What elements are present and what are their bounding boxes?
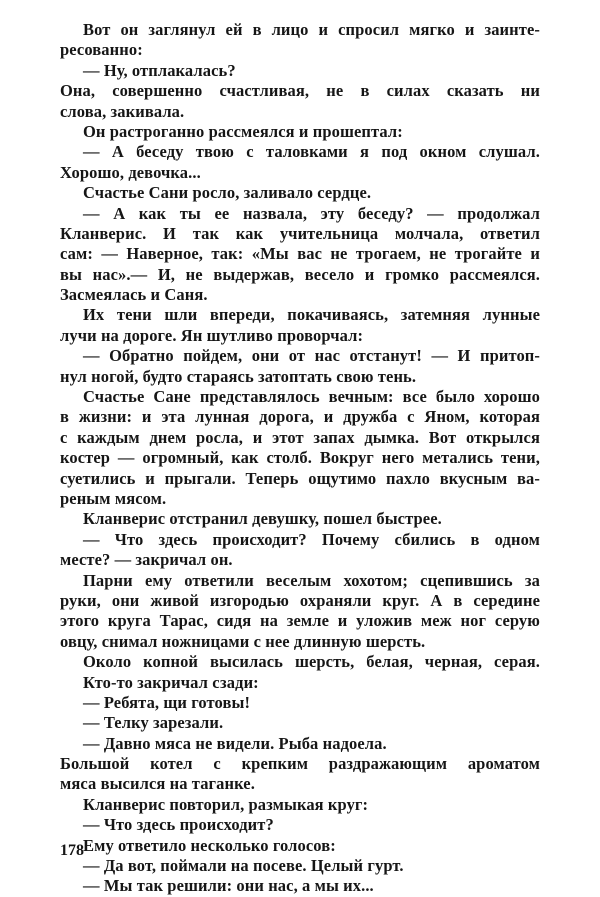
text-line: Парни ему ответили веселым хохотом; сцепившись за	[83, 570, 540, 590]
text-line: — Давно мяса не видели. Рыба надоела.	[83, 733, 387, 753]
text-line: Кланверис повторил, размыкая круг:	[83, 794, 369, 814]
text-line: костер — огромный, как столб. Вокруг него метались тени,	[60, 448, 540, 468]
text-line: Кланверис отстранил девушку, пошел быстрее.	[83, 509, 442, 529]
text-line: — А как ты ее назвала, эту беседу? — продолжал	[83, 203, 540, 223]
text-line: мяса высился на таганке.	[60, 774, 255, 794]
text-line: Кланверис. И так как учительница молчала, ответил	[60, 223, 540, 243]
text-line: — Телку зарезали.	[83, 713, 224, 733]
text-line: Он растроганно рассмеялся и прошептал:	[83, 121, 403, 141]
text-line: Хорошо, девочка...	[60, 162, 201, 182]
text-line: лучи на дороге. Ян шутливо проворчал:	[60, 325, 364, 345]
text-line: руки, они живой изгородью охраняли круг. А в середине	[60, 590, 540, 610]
text-line: — Ну, отплакалась?	[83, 60, 236, 80]
text-line: Около копной высилась шерсть, белая, черная, серая.	[83, 652, 540, 672]
text-line: месте? — закричал он.	[60, 550, 233, 570]
text-line: — Ребята, щи готовы!	[83, 692, 251, 712]
text-line: с каждым днем росла, и этот запах дымка. Вот открылся	[60, 427, 540, 447]
text-line: Счастье Сани росло, заливало сердце.	[83, 183, 372, 203]
text-line: — Что здесь происходит?	[83, 815, 274, 835]
text-line: реным мясом.	[60, 488, 167, 508]
text-line: суетились и прыгали. Теперь ощутимо пахло вкусным ва-	[60, 468, 540, 488]
text-line: ресованно:	[60, 40, 143, 60]
text-line: Вот он заглянул ей в лицо и спросил мягко и заинте-	[83, 20, 540, 39]
body-text	[60, 20, 540, 897]
text-line: — Мы так решили: они нас, а мы их...	[83, 876, 374, 896]
text-line: — А беседу твою с таловками я под окном слушал.	[83, 142, 540, 162]
text-line: — Да вот, поймали на посеве. Целый гурт.	[83, 856, 404, 876]
text-line: в жизни: и эта лунная дорога, и дружба с Яном, которая	[60, 407, 540, 427]
text-line: этого круга Тарас, сидя на земле и уложив меж ног серую	[60, 611, 540, 631]
text-line: Она, совершенно счастливая, не в силах сказать ни	[60, 81, 540, 101]
text-line: слова, закивала.	[60, 101, 185, 121]
text-line: — Обратно пойдем, они от нас отстанут! — И притоп-	[83, 346, 540, 366]
text-line: Ему ответило несколько голосов:	[83, 835, 336, 855]
text-line: Их тени шли впереди, покачиваясь, затемняя лунные	[83, 305, 540, 325]
page-number: 178	[60, 842, 84, 859]
text-line: Большой котел с крепким раздражающим ароматом	[60, 754, 540, 774]
text-line: овцу, снимал ножницами с нее длинную шерсть.	[60, 631, 426, 651]
text-line: Счастье Сане представлялось вечным: все было хорошо	[83, 387, 540, 407]
text-line: Засмеялась и Саня.	[60, 285, 208, 305]
text-line: Кто-то закричал сзади:	[83, 672, 259, 692]
text-line: — Что здесь происходит? Почему сбились в одном	[83, 529, 540, 549]
text-line: сам: — Наверное, так: «Мы вас не трогаем, не трогайте и	[60, 244, 540, 264]
text-line: вы нас».— И, не выдержав, весело и громко рассмеялся.	[60, 264, 540, 284]
text-line: нул ногой, будто стараясь затоптать свою тень.	[60, 366, 417, 386]
